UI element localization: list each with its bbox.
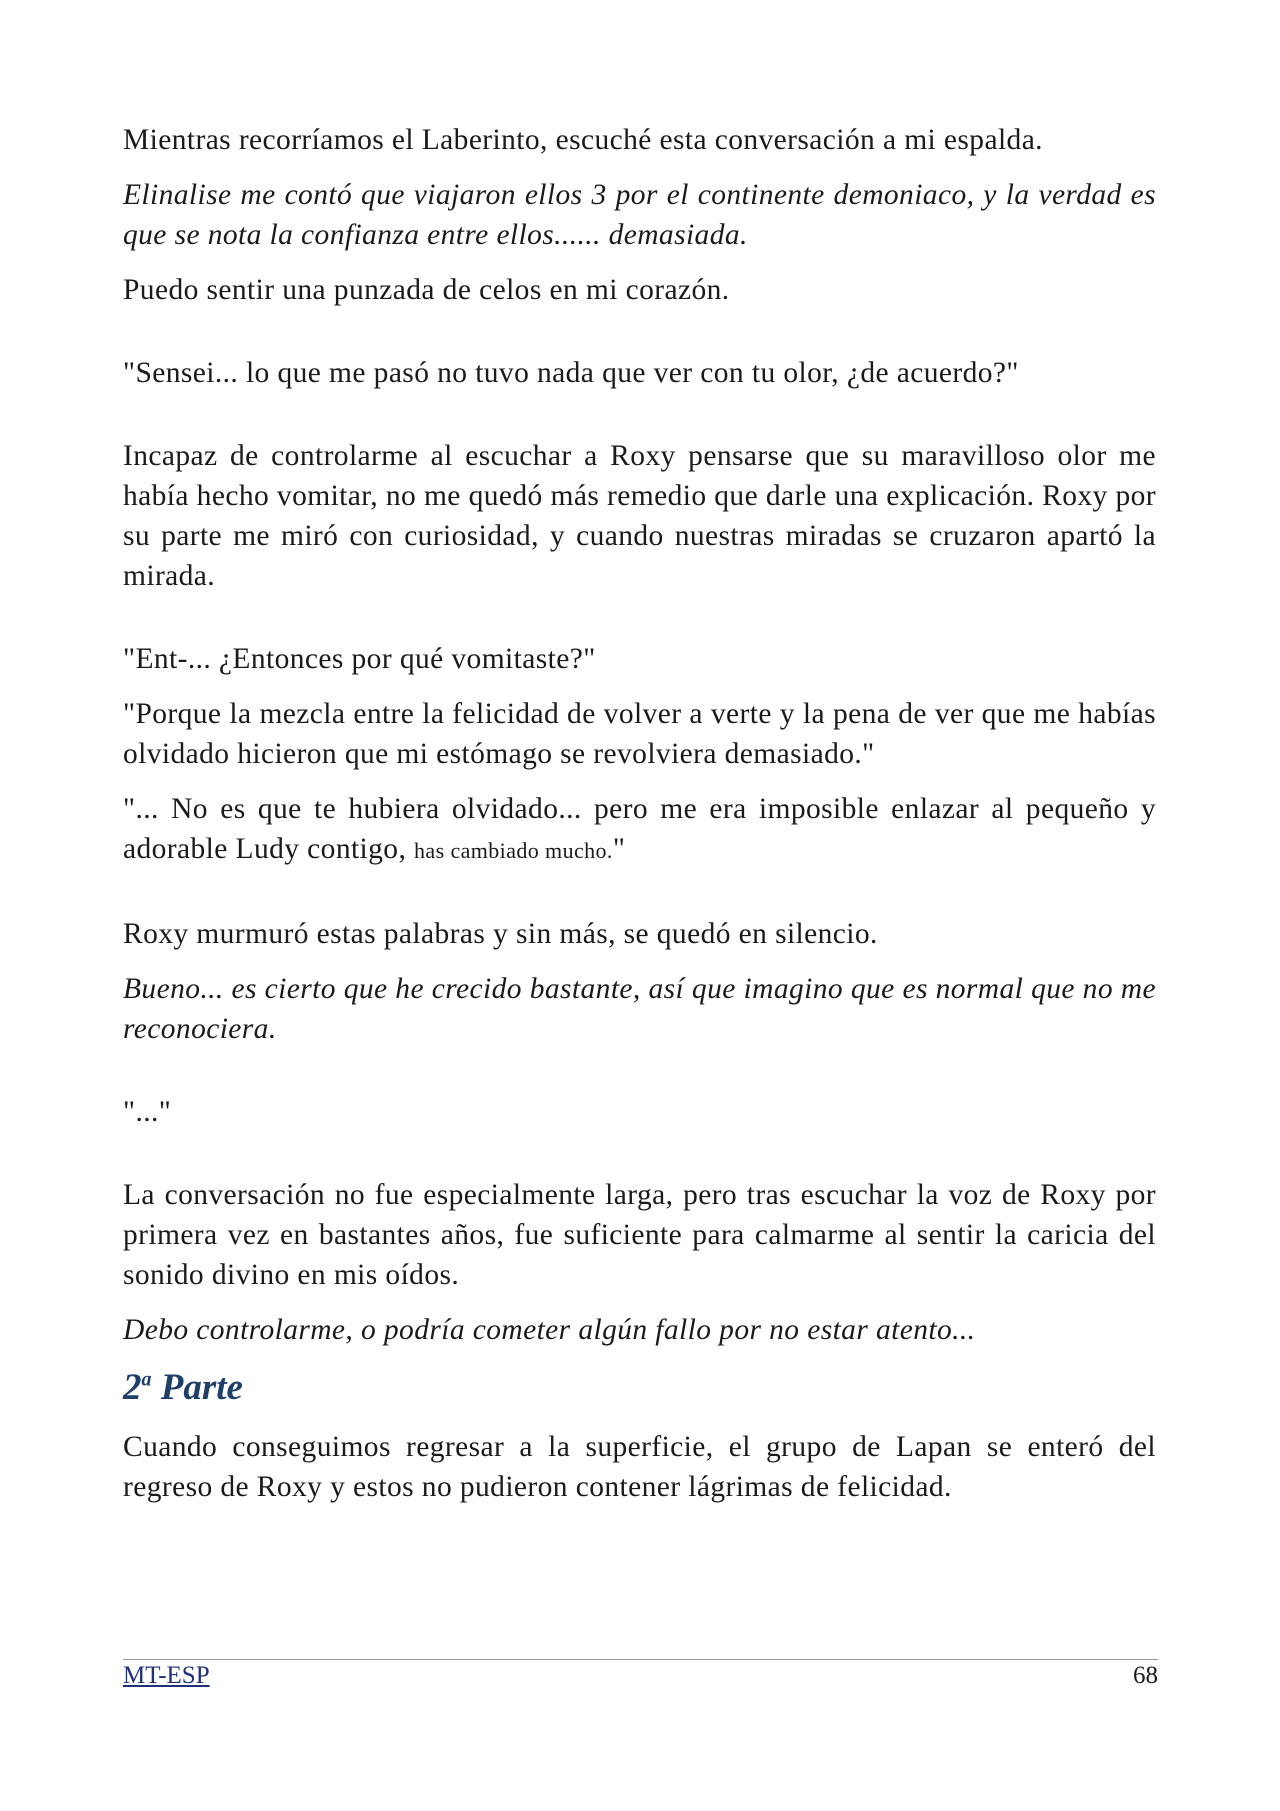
section-heading-number: 2 [123, 1367, 142, 1408]
paragraph-narration: Incapaz de controlarme al escuchar a Roxy pensarse que su maravilloso olor me había hecho vomitar, no me quedó más remedio que darle una explicación. Roxy por su parte me miró con curiosidad, y cuando nuestras miradas se cruzaron apartó la mirada. [123, 440, 1156, 592]
section-heading [123, 1365, 1156, 1411]
paragraph-narration: Cuando conseguimos regresar a la superficie, el grupo de Lapan se enteró del regreso de Roxy y estos no pudieron contener lágrimas de felicidad. [123, 1431, 1156, 1503]
paragraph-narration: Roxy murmuró estas palabras y sin más, se quedó en silencio. [123, 918, 878, 950]
footer-divider [123, 1659, 1158, 1660]
paragraph-thought: Debo controlarme, o podría cometer algún fallo por no estar atento... [123, 1314, 976, 1346]
paragraph-narration: Mientras recorríamos el Laberinto, escuché esta conversación a mi espalda. [123, 124, 1043, 156]
closing-quote: " [612, 833, 626, 865]
dialogue-small-text: has cambiado mucho. [414, 838, 613, 863]
section-heading-text: Parte [151, 1367, 243, 1408]
paragraph-dialogue: "..." [123, 1096, 172, 1128]
paragraph-thought: Bueno... es cierto que he crecido bastante, así que imagino que es normal que no me reconociera. [123, 973, 1156, 1045]
paragraph-narration: La conversación no fue especialmente larga, pero tras escuchar la voz de Roxy por primera vez en bastantes años, fue suficiente para calmarme al sentir la caricia del sonido divino en mis oídos. [123, 1179, 1156, 1291]
section-heading-ordinal: a [141, 1368, 152, 1391]
page-number: 68 [1133, 1662, 1158, 1689]
paragraph-dialogue [123, 789, 1156, 871]
paragraph-dialogue: "Porque la mezcla entre la felicidad de volver a verte y la pena de ver que me habías olvidado hicieron que mi estómago se revolviera demasiado." [123, 698, 1156, 770]
footer-link[interactable]: MT-ESP [123, 1662, 210, 1689]
paragraph-narration: Puedo sentir una punzada de celos en mi corazón. [123, 274, 730, 306]
page-body [123, 120, 1156, 1522]
paragraph-dialogue: "Ent-... ¿Entonces por qué vomitaste?" [123, 643, 596, 675]
paragraph-thought: Elinalise me contó que viajaron ellos 3 por el continente demoniaco, y la verdad es que se nota la confianza entre ellos...... demasiada. [123, 179, 1156, 251]
paragraph-dialogue: "Sensei... lo que me pasó no tuvo nada que ver con tu olor, ¿de acuerdo?" [123, 357, 1019, 389]
dialogue-text: "... No es que te hubiera olvidado... pero me era imposible enlazar al pequeño y adorable Ludy contigo, [123, 793, 1156, 865]
